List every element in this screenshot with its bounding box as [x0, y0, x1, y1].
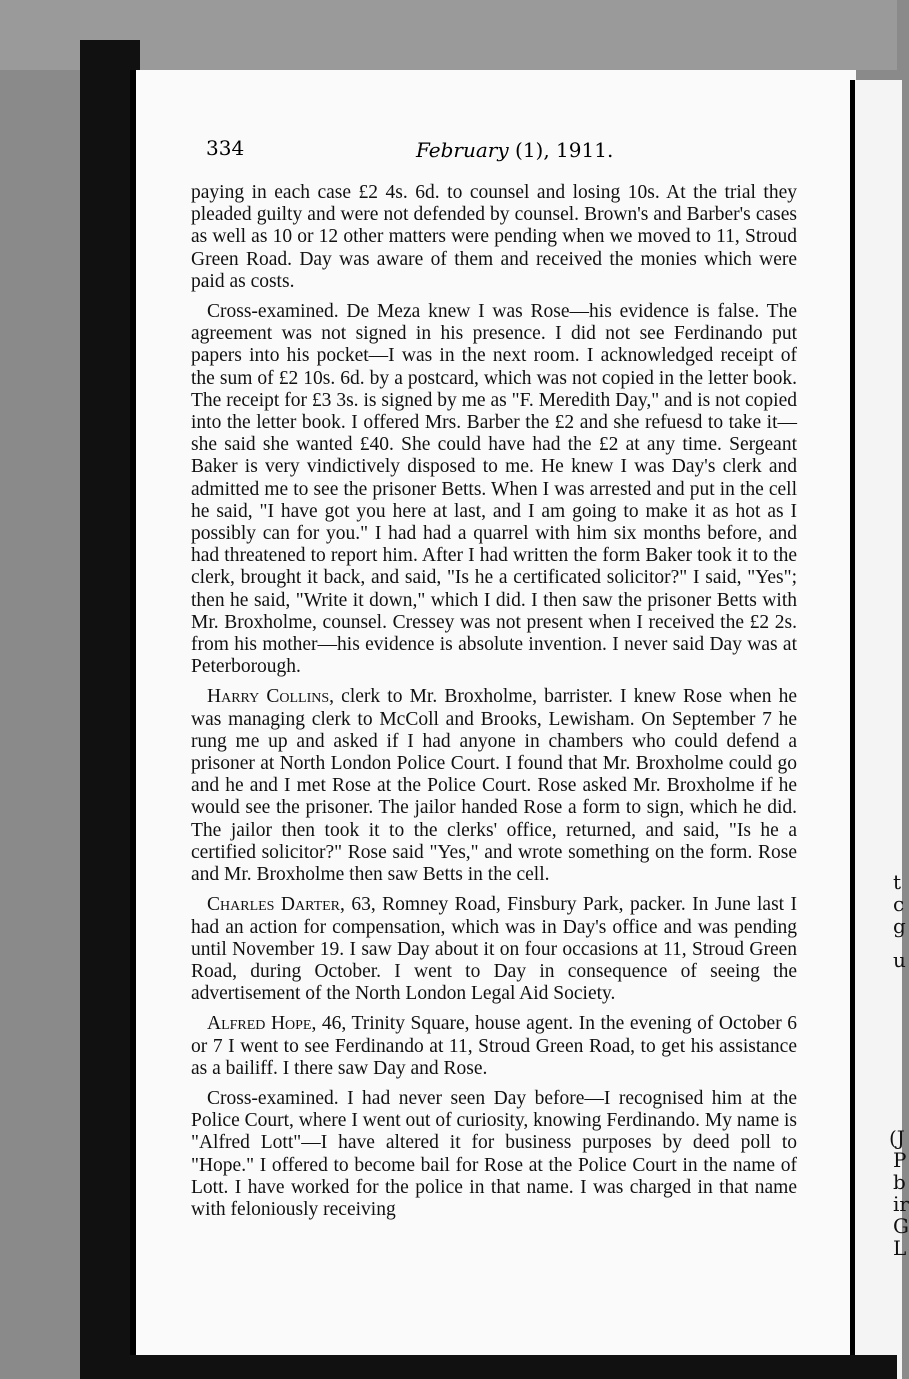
paragraph: [191, 301, 797, 678]
witness-name: Alfred Hope: [207, 1013, 312, 1035]
paragraph: [191, 182, 797, 293]
fragment: c: [893, 892, 905, 916]
witness-name: Harry Collins: [207, 686, 330, 708]
header-date: [416, 138, 613, 162]
fragment: g: [893, 914, 906, 938]
paragraph-text: Cross-examined. I had never seen Day before—I recognised him at the Police Court, where I went out of curiosity, knowing Ferdinando. My name is "Alfred Lott"—I have altered it for business purposes by deed poll to "Hope." I offered to become bail for Rose at the Police Court in the name of Lott. I have worked for the police in that name. I was charged in that name with feloniously receiving: [191, 1087, 797, 1220]
paragraph: [191, 1088, 797, 1221]
running-header: [206, 136, 786, 166]
fragment: P: [893, 1148, 907, 1172]
facing-page-edge: [850, 80, 909, 1379]
book-page: [130, 70, 856, 1355]
fragment: G: [893, 1214, 909, 1238]
paragraph: [191, 686, 797, 886]
header-month: February: [416, 138, 509, 162]
fragment: (J: [889, 1126, 905, 1150]
fragment: u: [893, 948, 906, 972]
body-text: [191, 182, 797, 1221]
fragment: ir: [893, 1192, 909, 1216]
fragment: b: [893, 1170, 906, 1194]
fragment: L: [893, 1236, 907, 1260]
paragraph-text: , clerk to Mr. Broxholme, barrister. I knew Rose when he was managing clerk to McColl and Brooks, Lewisham. On September 7 he rung me up and asked if I had anyone in chambers who could defend a prisoner at North London Police Court. I found that Mr. Broxholme could go and he and I met Rose at the Police Court. Rose asked Mr. Broxholme if he would see the prisoner. The jailor handed Rose a form to sign, which he did. The jailor then took it to the clerks' office, returned, and said, "Is he a certified solicitor?" Rose said "Yes," and wrote something on the form. Rose and Mr. Broxholme then saw Betts in the cell.: [191, 686, 797, 886]
fragment: t: [893, 870, 902, 894]
paragraph-text: , 46, Trinity Square, house agent. In the evening of October 6 or 7 I went to see Ferdinando at 11, Stroud Green Road, to get his assistance as a bailiff. I there saw Day and Rose.: [191, 1013, 797, 1079]
witness-name: Charles Darter: [207, 894, 341, 916]
paragraph-text: Cross-examined. De Meza knew I was Rose—his evidence is false. The agreement was not signed in his presence. I did not see Ferdinando put papers into his pocket—I was in the next room. I acknowledged receipt of the sum of £2 10s. 6d. by a postcard, which was not copied in the letter book. The receipt for £3 3s. is signed by me as "F. Meredith Day," and is not copied into the letter book. I offered Mrs. Barber the £2 and she refuesd to take it—she said she wanted £40. She could have had the £2 at any time. Sergeant Baker is very vindictively disposed to me. He knew I was Day's clerk and admitted me to see the prisoner Betts. When I was arrested and put in the cell he said, "I have got you here at last, and I am going to make it as hot as I possibly can for you." I had had a quarrel with him six months before, and had threatened to report him. After I had written the form Baker took it to the clerk, brought it back, and said, "Is he a certificated solicitor?" I said, "Yes"; then he said, "Write it down," which I did. I then saw the prisoner Betts with Mr. Broxholme, counsel. Cressey was not present when I received the £2 2s. from his mother—his evidence is absolute invention. I never said Day was at Peterborough.: [191, 301, 797, 678]
paragraph: [191, 1013, 797, 1080]
page-number: 334: [206, 136, 245, 160]
paragraph-text: paying in each case £2 4s. 6d. to counsel and losing 10s. At the trial they pleaded guilty and were not defended by counsel. Brown's and Barber's cases as well as 10 or 12 other matters were pending when we moved to 11, Stroud Green Road. Day was aware of them and received the monies which were paid as costs.: [191, 182, 797, 292]
scan-bottom-edge: [100, 1355, 897, 1379]
paragraph-text: , 63, Romney Road, Finsbury Park, packer. In June last I had an action for compensation, which was in Day's office and was pending until November 19. I saw Day about it on four occasions at 11, Stroud Green Road, during October. I went to Day in consequence of seeing the advertisement of the North London Legal Aid Society.: [191, 894, 797, 1005]
header-date-rest: (1), 1911.: [508, 138, 614, 162]
paragraph: [191, 894, 797, 1005]
